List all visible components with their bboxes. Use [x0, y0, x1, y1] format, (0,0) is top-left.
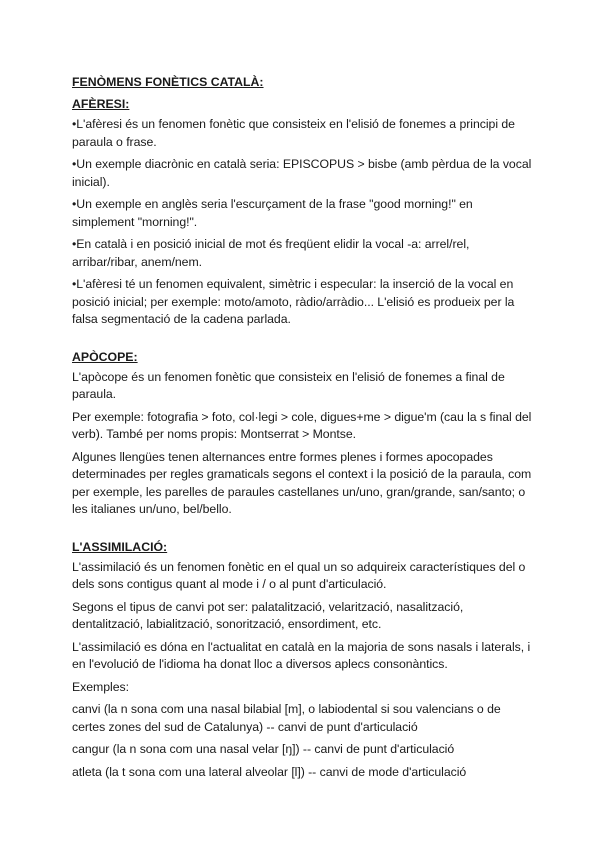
paragraph: canvi (la n sona com una nasal bilabial [m], o labiodental si sou valencians o de certes zones del sud de Catalunya) -- canvi de punt d'articulació [72, 702, 501, 734]
paragraph: Segons el tipus de canvi pot ser: palatalització, velarització, nasalització, dentalització, labialització, sonorització, ensordiment, etc. [72, 599, 464, 631]
paragraph: atleta (la t sona com una lateral alveolar [l]) -- canvi de mode d'articulació [72, 764, 467, 779]
paragraph: •Un exemple diacrònic en català seria: EPISCOPUS > bisbe (amb pèrdua de la vocal inicial). [72, 157, 532, 189]
paragraph: cangur (la n sona com una nasal velar [ŋ]) -- canvi de punt d'articulació [72, 742, 455, 756]
section-heading: L'ASSIMILACIÓ: [72, 539, 168, 554]
document-body [72, 74, 532, 801]
paragraph: L'apòcope és un fenomen fonètic que consisteix en l'elisió de fonemes a final de paraula. [72, 369, 505, 401]
paragraph: •Un exemple en anglès seria l'escurçament de la frase "good morning!" en simplement "morning!". [72, 197, 473, 229]
paragraph: L'assimilació es dóna en l'actualitat en català en la majoria de sons nasals i laterals, i en l'evolució de l'idioma ha donat lloc a diversos aplecs consonàntics. [72, 639, 531, 671]
paragraph: •En català i en posició inicial de mot és freqüent elidir la vocal -a: arrel/rel, arribar/ribar, anem/nem. [72, 237, 470, 269]
paragraph: Algunes llengües tenen alternances entre formes plenes i formes apocopades determinades per regles gramaticals segons el context i la posició de la paraula, com per exemple, les parelles de paraules castellanes un/uno, gran/grande, san/santo; o les italianes un/uno, bel/bello. [72, 449, 532, 516]
section-aferesi [72, 96, 532, 329]
section-heading: AFÈRESI: [72, 97, 130, 111]
section-heading: APÒCOPE: [72, 349, 138, 364]
paragraph: Per exemple: fotografia > foto, col·legi > cole, digues+me > digue'm (cau la s final del verb). També per noms propis: Montserrat > Montse. [72, 409, 532, 441]
section-assimilacio [72, 539, 532, 782]
paragraph: L'assimilació és un fenomen fonètic en el qual un so adquireix característiques del o dels sons contigus quant al mode i / o al punt d'articulació. [72, 559, 526, 591]
document-title: FENÒMENS FONÈTICS CATALÀ: [72, 75, 264, 89]
section-apocope [72, 349, 532, 519]
paragraph: •L'afèresi té un fenomen equivalent, simètric i especular: la inserció de la vocal en posició inicial; per exemple: moto/amoto, ràdio/arràdio... L'elisió es produeix per la falsa segmentació de la cadena parlada. [72, 277, 515, 326]
paragraph: •L'afèresi és un fenomen fonètic que consisteix en l'elisió de fonemes a principi de paraula o frase. [72, 117, 515, 149]
paragraph: Exemples: [72, 679, 129, 694]
